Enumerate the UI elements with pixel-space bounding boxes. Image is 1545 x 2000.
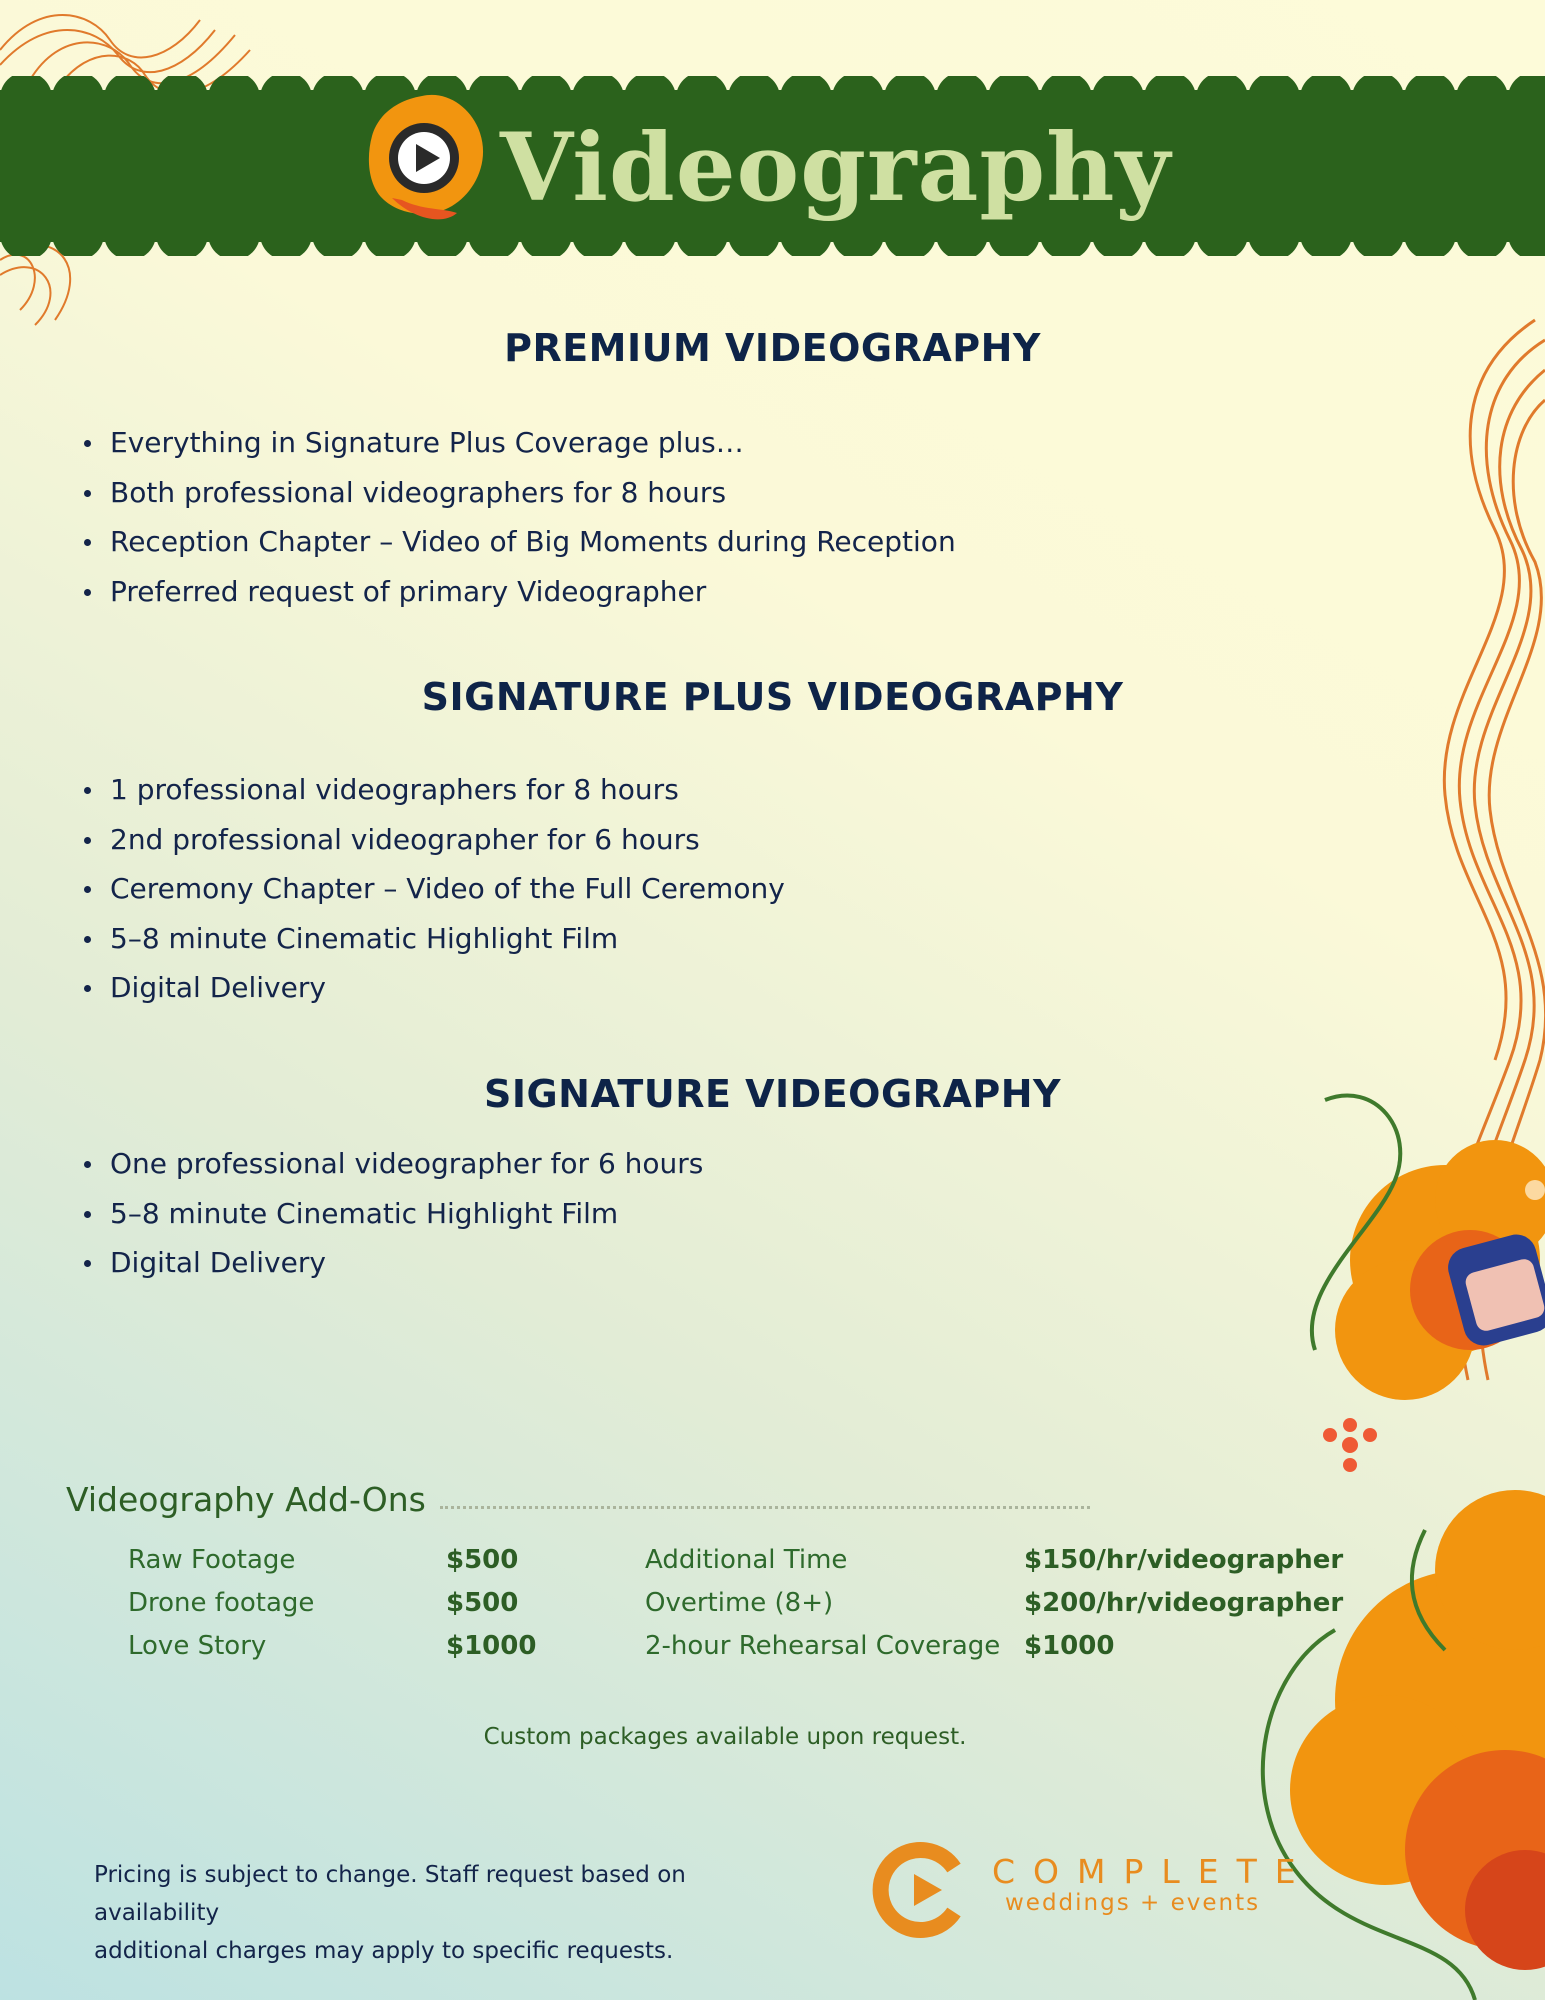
addon-name: Overtime (8+) (645, 1588, 834, 1618)
brand-logo-icon (872, 1840, 972, 1940)
brand-tagline: weddings + events (1005, 1890, 1261, 1916)
list-item: One professional videographer for 6 hours (78, 1139, 703, 1189)
list-item: Preferred request of primary Videographer (78, 567, 956, 617)
list-item: 5–8 minute Cinematic Highlight Film (78, 914, 785, 964)
addons-title: Videography Add-Ons (66, 1480, 426, 1519)
section-heading-signature-plus: SIGNATURE PLUS VIDEOGRAPHY (421, 675, 1124, 719)
feature-list-signature (78, 1139, 703, 1288)
section-heading-signature: SIGNATURE VIDEOGRAPHY (483, 1072, 1062, 1116)
list-item: 2nd professional videographer for 6 hours (78, 815, 785, 865)
addon-price: $1000 (446, 1631, 537, 1661)
addon-name: Additional Time (645, 1545, 848, 1575)
section-heading-premium: PREMIUM VIDEOGRAPHY (504, 326, 1041, 370)
play-icon (362, 88, 492, 228)
addon-price: $500 (446, 1588, 519, 1618)
addon-name: Raw Footage (128, 1545, 296, 1575)
page-title: Videography (500, 113, 1172, 223)
pricing-disclaimer (94, 1856, 814, 1970)
feature-list-premium (78, 418, 956, 616)
addon-price: $200/hr/videographer (1024, 1588, 1344, 1618)
addon-price: $1000 (1024, 1631, 1115, 1661)
list-item: 1 professional videographers for 8 hours (78, 765, 785, 815)
list-item: Reception Chapter – Video of Big Moments during Reception (78, 517, 956, 567)
list-item: Digital Delivery (78, 1238, 703, 1288)
list-item: Both professional videographers for 8 hours (78, 468, 956, 518)
feature-list-signature-plus (78, 765, 785, 1013)
disclaimer-line: additional charges may apply to specific requests. (94, 1938, 674, 1964)
addon-price: $500 (446, 1545, 519, 1575)
list-item: 5–8 minute Cinematic Highlight Film (78, 1189, 703, 1239)
disclaimer-line: Pricing is subject to change. Staff request based on availability (94, 1862, 686, 1926)
dotted-divider (440, 1506, 1090, 1509)
addon-name: Love Story (128, 1631, 267, 1661)
addon-price: $150/hr/videographer (1024, 1545, 1344, 1575)
list-item: Digital Delivery (78, 963, 785, 1013)
addon-name: 2-hour Rehearsal Coverage (645, 1631, 1001, 1661)
addon-name: Drone footage (128, 1588, 315, 1618)
list-item: Everything in Signature Plus Coverage plus… (78, 418, 956, 468)
list-item: Ceremony Chapter – Video of the Full Ceremony (78, 864, 785, 914)
brand-name: COMPLETE (992, 1852, 1314, 1891)
custom-packages-note: Custom packages available upon request. (483, 1724, 967, 1750)
